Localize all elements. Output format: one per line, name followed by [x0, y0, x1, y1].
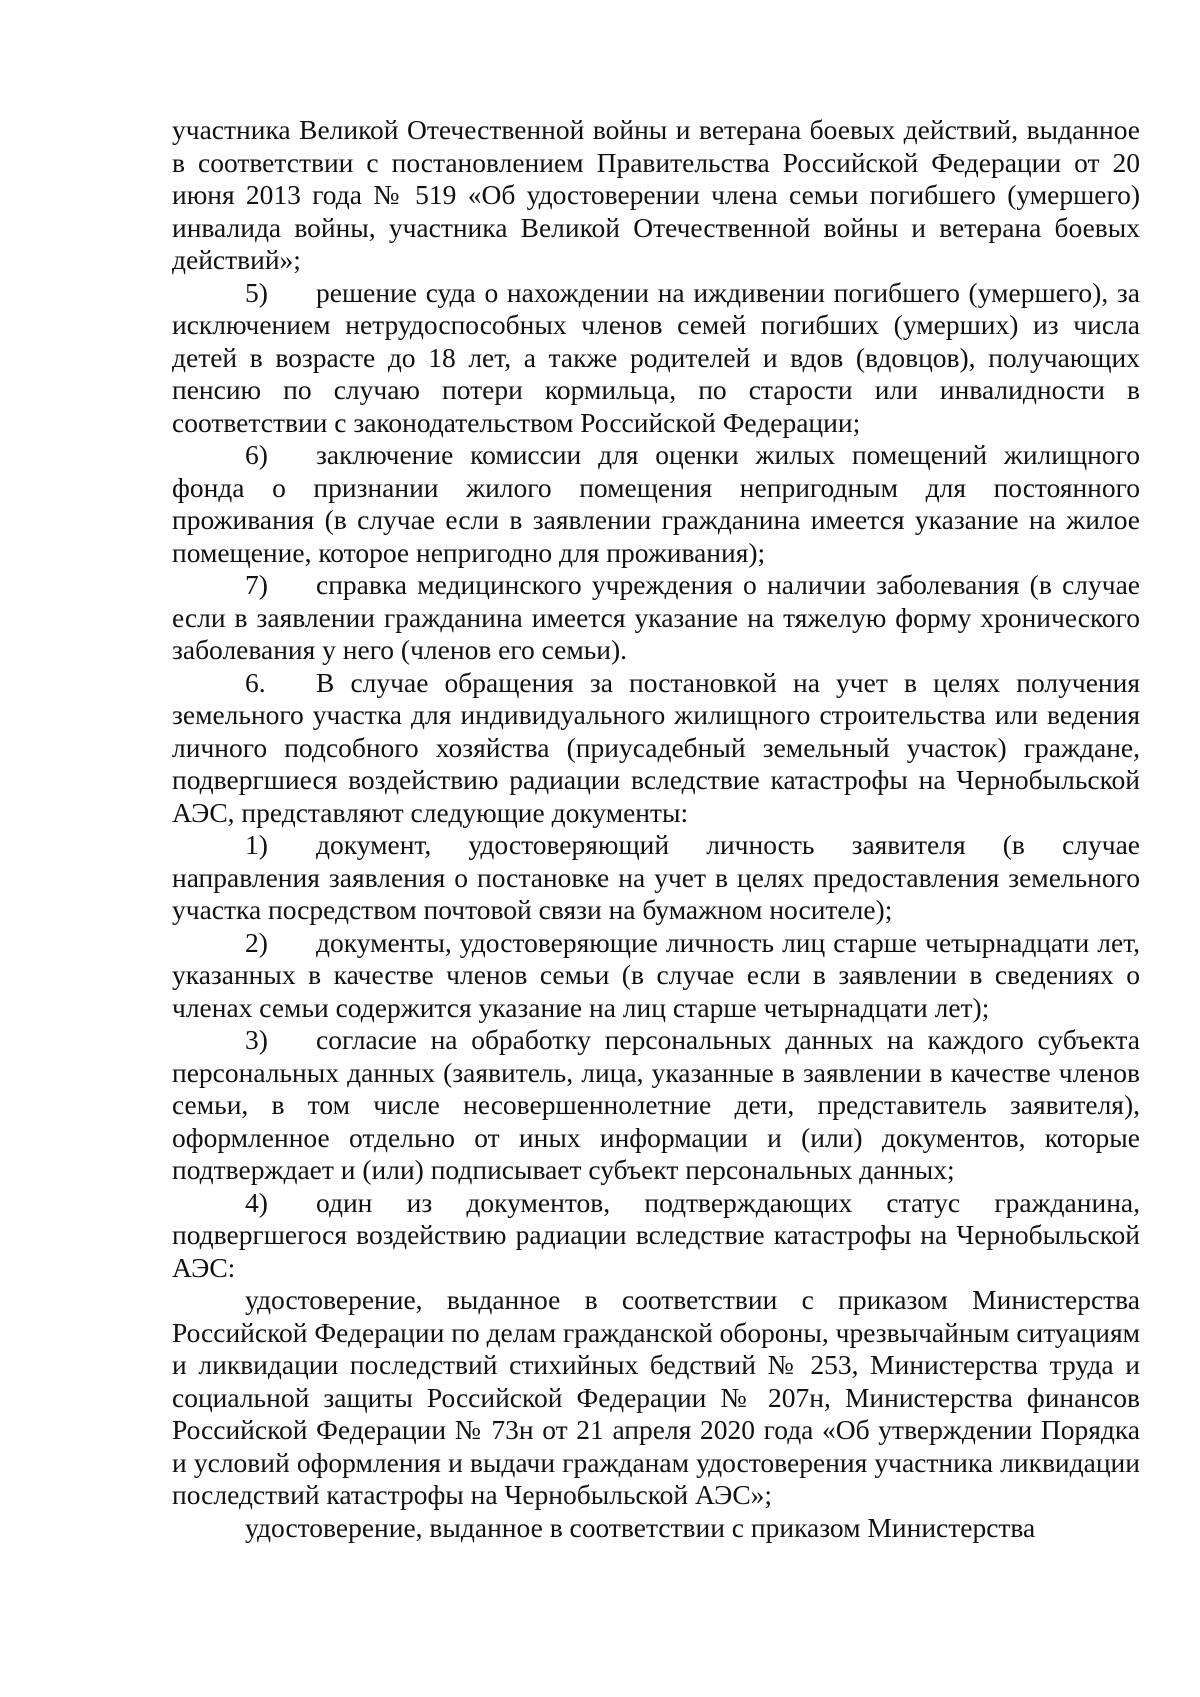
item-text: заключение комиссии для оценки жилых помещений жилищного фонда о признании жилого помещения непригодным для постоянного проживания (в случае если в заявлении гражданина имеется указание на жилое помещение, которое непригодно для проживания); — [172, 439, 1140, 568]
item-text: решение суда о нахождении на иждивении погибшего (умершего), за исключением нетрудоспособных членов семей погибших (умерших) из числа детей в возрасте до 18 лет, а также родителей и вдов (вдовцов), получающих пенсию по случаю потери кормильца, по старости или инвалидности в соответствии с законодательством Российской Федерации; — [172, 276, 1140, 438]
list-item-2 — [172, 927, 1140, 1025]
list-item-3 — [172, 1024, 1140, 1187]
item-text: документы, удостоверяющие личность лиц старше четырнадцати лет, указанных в качестве членов семьи (в случае если в заявлении в сведениях о членах семьи содержится указание на лиц старше четырнадцати лет); — [172, 926, 1140, 1023]
section-number: 6. — [245, 666, 266, 698]
item-text: документ, удостоверяющий личность заявителя (в случае направления заявления о постановке на учет в целях предоставления земельного участка посредством почтовой связи на бумажном носителе); — [172, 829, 1140, 925]
section-6 — [172, 667, 1140, 830]
list-item-4 — [172, 1187, 1140, 1285]
list-item-1 — [172, 829, 1140, 927]
paragraph-certificate-2: удостоверение, выданное в соответствии с приказом Министерства — [245, 1511, 1036, 1543]
item-number: 4) — [245, 1186, 268, 1218]
item-text: один из документов, подтверждающих статус гражданина, подвергшегося воздействию радиации вследствие катастрофы на Чернобыльской АЭС: — [172, 1186, 1140, 1283]
list-item-7 — [172, 569, 1140, 667]
item-number: 6) — [245, 439, 268, 470]
paragraph-certificate-1: удостоверение, выданное в соответствии с приказом Министерства Российской Федерации по делам гражданской обороны, чрезвычайным ситуациям и ликвидации последствий стихийных бедствий № 253, Министерства труда и социальной защиты Российской Федерации № 207н, Министерства финансов Российской Федерации № 73н от 21 апреля 2020 года «Об утверждении Порядка и условий оформления и выдачи гражданам удостоверения участника ликвидации последствий катастрофы на Чернобыльской АЭС»; — [172, 1284, 1140, 1510]
list-item-6 — [172, 439, 1140, 569]
list-item-5 — [172, 277, 1140, 440]
item-number: 1) — [245, 829, 268, 860]
document-body — [172, 114, 1140, 1544]
item-number: 7) — [245, 569, 268, 600]
item-text: согласие на обработку персональных данных на каждого субъекта персональных данных (заявитель, лица, указанные в заявлении в качестве членов семьи, в том числе несовершеннолетние дети, представитель заявителя), оформленное отдельно от иных информации и (или) документов, которые подтверждает и (или) подписывает субъект персональных данных; — [172, 1024, 1140, 1185]
item-text: справка медицинского учреждения о наличии заболевания (в случае если в заявлении гражданина имеется указание на тяжелую форму хронического заболевания у него (членов его семьи). — [172, 569, 1140, 665]
item-number: 5) — [245, 276, 268, 308]
paragraph-continuation: участника Великой Отечественной войны и ветерана боевых действий, выданное в соответствии с постановлением Правительства Российской Федерации от 20 июня 2013 года № 519 «Об удостоверении члена семьи погибшего (умершего) инвалида войны, участника Великой Отечественной войны и ветерана боевых действий»; — [172, 114, 1140, 275]
item-number: 2) — [245, 926, 268, 958]
item-number: 3) — [245, 1024, 268, 1055]
section-text: В случае обращения за постановкой на учет в целях получения земельного участка для индивидуального жилищного строительства или ведения личного подсобного хозяйства (приусадебный земельный участок) граждане, подвергшиеся воздействию радиации вследствие катастрофы на Чернобыльской АЭС, представляют следующие документы: — [172, 666, 1140, 828]
